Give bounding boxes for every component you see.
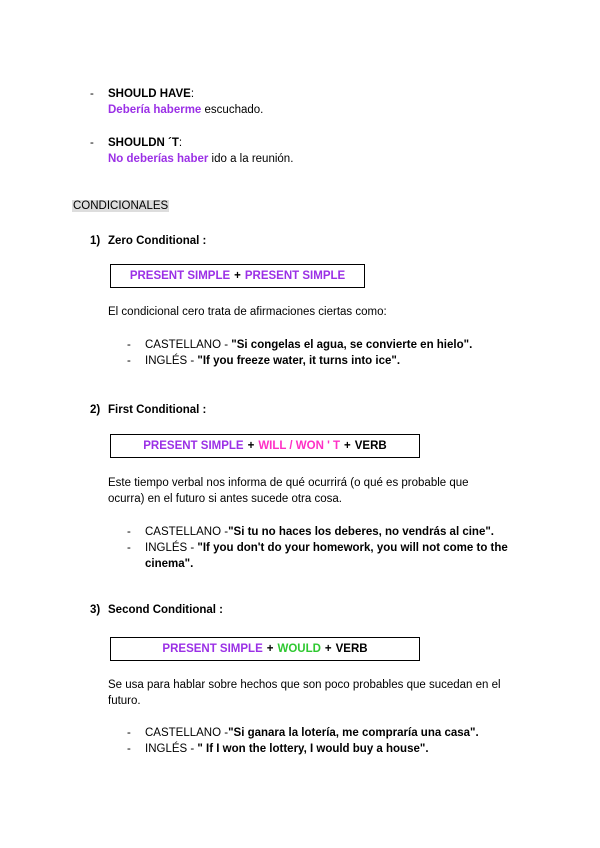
first-example-spanish: CASTELLANO -"Si tu no haces los deberes, no vendrás al cine". [145,526,494,538]
list-dash: - [127,526,131,538]
formula-plus: + [247,440,255,452]
list-dash: - [127,542,131,554]
shouldnt-title: SHOULDN ´T: [108,137,183,149]
zero-description: El condicional cero trata de afirmaciones ciertas como: [108,306,387,318]
formula-will-wont: WILL / WON ' T [258,440,341,452]
first-description-line1: Este tiempo verbal nos informa de qué ocurrirá (o qué es probable que [108,477,469,489]
list-dash: - [127,743,131,755]
formula-present-simple: PRESENT SIMPLE [244,270,346,282]
second-number: 3) [90,604,101,616]
formula-verb: VERB [354,440,387,452]
list-dash: - [127,339,131,351]
formula-plus: + [324,643,332,655]
zero-example-english: INGLÉS - "If you freeze water, it turns into ice". [145,355,401,367]
zero-example-spanish: CASTELLANO - "Si congelas el agua, se convierte en hielo". [145,339,473,351]
first-title: First Conditional : [108,404,207,416]
zero-formula-box [110,264,365,288]
shouldnt-example: No deberías haber ido a la reunión. [108,153,294,165]
formula-verb: VERB [335,643,368,655]
zero-title: Zero Conditional : [108,235,207,247]
zero-number: 1) [90,235,101,247]
formula-plus: + [266,643,274,655]
formula-plus: + [344,440,351,452]
formula-plus: + [234,270,241,282]
section-heading: CONDICIONALES [73,200,169,212]
list-dash: - [90,88,94,100]
formula-present-simple: PRESENT SIMPLE [143,440,244,452]
first-example-english: INGLÉS - "If you don't do your homework, you will not come to the [145,542,508,554]
should-have-example: Debería haberme escuchado. [108,104,264,116]
second-description-line2: futuro. [108,695,141,707]
second-formula-box [110,637,420,661]
first-example-english-cont: cinema". [145,558,194,570]
first-number: 2) [90,404,101,416]
formula-present-simple: PRESENT SIMPLE [129,270,231,282]
formula-would: WOULD [277,643,321,655]
second-title: Second Conditional : [108,604,223,616]
first-formula-box [110,434,420,458]
second-example-spanish: CASTELLANO -"Si ganara la lotería, me compraría una casa". [145,727,479,739]
second-example-english: INGLÉS - " If I won the lottery, I would buy a house". [145,743,429,755]
first-description-line2: ocurra) en el futuro si antes sucede otra cosa. [108,493,342,505]
second-description-line1: Se usa para hablar sobre hechos que son poco probables que sucedan en el [108,679,501,691]
list-dash: - [90,137,94,149]
should-have-title: SHOULD HAVE: [108,88,195,100]
list-dash: - [127,727,131,739]
formula-present-simple: PRESENT SIMPLE [162,643,263,655]
list-dash: - [127,355,131,367]
